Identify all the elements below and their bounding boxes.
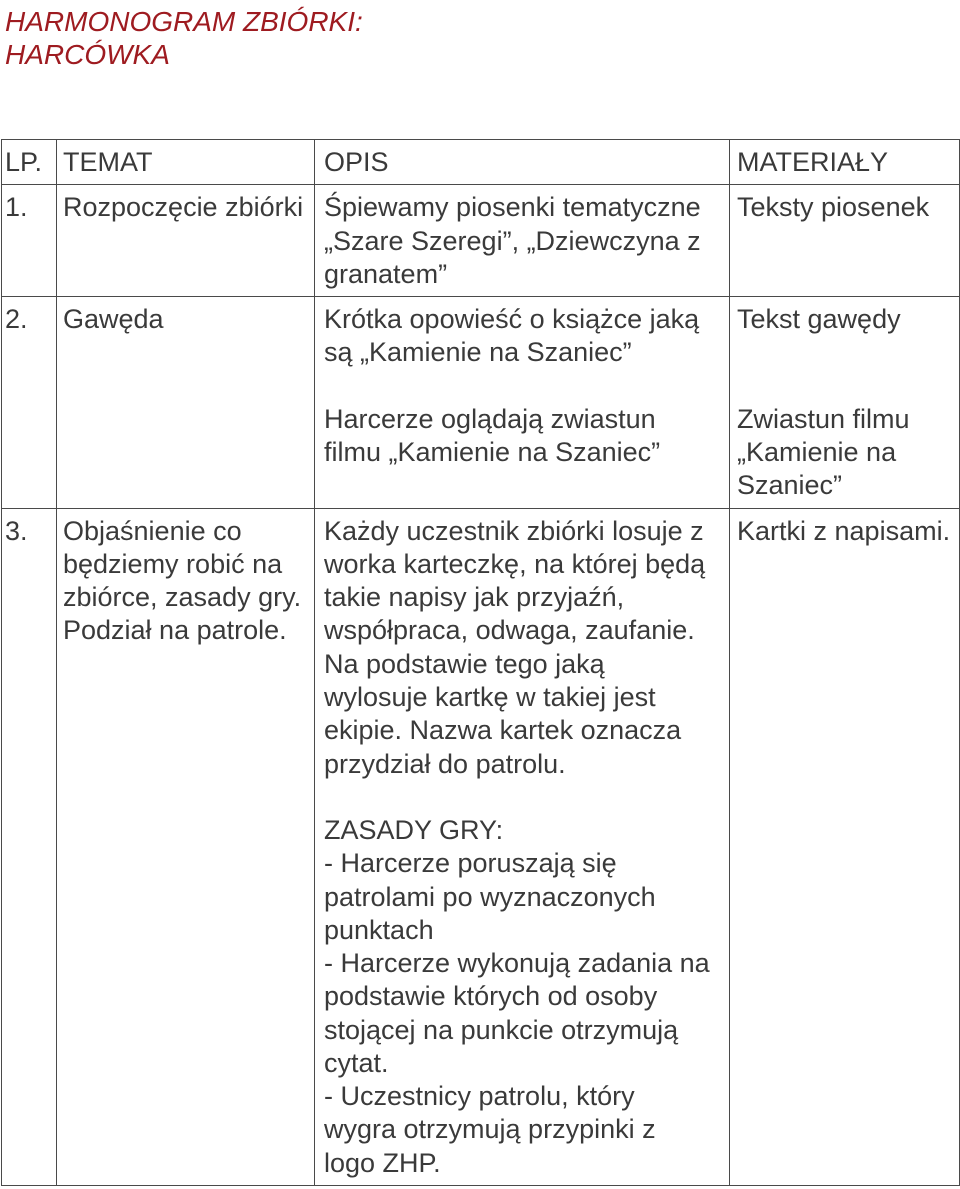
materialy-item: Kartki z napisami. — [737, 515, 951, 546]
game-rules-paragraph: ZASADY GRY: - Harcerze poruszają się patrolami po wyznaczonych punktach - Harcerze wykonują zadania na podstawie których od osoby stojącej na punkcie otrzymują cytat. - Uczestnicy patrolu, który wygra otrzymują przypinki z logo ZHP. — [324, 815, 710, 1178]
materialy-item: Tekst gawędy — [737, 304, 901, 335]
opis-paragraph: Śpiewamy piosenki tematyczne „Szare Szeregi”, „Dziewczyna z granatem” — [324, 192, 701, 289]
table-header-row — [2, 140, 960, 185]
opis-paragraph: Krótka opowieść o książce jaką są „Kamienie na Szaniec” — [324, 304, 700, 368]
column-header-opis: OPIS — [315, 140, 730, 185]
cell-opis — [315, 185, 730, 297]
column-header-lp: LP. — [2, 140, 57, 185]
cell-temat: Objaśnienie co będziemy robić na zbiórce, zasady gry. Podział na patrole. — [57, 508, 315, 1185]
materialy-item: Zwiastun filmu „Kamienie na Szaniec” — [737, 403, 910, 501]
cell-lp: 1. — [2, 185, 57, 297]
opis-paragraph: Każdy uczestnik zbiórki losuje z worka karteczkę, na której będą takie napisy jak przyjaźń, współpraca, odwaga, zaufanie. Na podstawie tego jaką wylosuje kartkę w takiej jest ekipie. Nazwa kartek oznacza przydział do patrolu. — [324, 515, 706, 779]
cell-materialy — [730, 508, 960, 1185]
cell-temat: Gawęda — [57, 297, 315, 509]
opis-paragraph: Harcerze oglądają zwiastun filmu „Kamienie na Szaniec” — [324, 403, 661, 468]
materialy-item: Teksty piosenek — [737, 192, 930, 223]
column-header-materialy: MATERIAŁY — [730, 140, 960, 185]
cell-opis — [315, 508, 730, 1185]
cell-materialy — [730, 297, 960, 509]
document-title: HARMONOGRAM ZBIÓRKI: HARCÓWKA — [5, 6, 363, 70]
cell-lp: 2. — [2, 297, 57, 509]
cell-lp: 3. — [2, 508, 57, 1185]
table-row — [2, 508, 960, 1185]
schedule-table — [1, 139, 960, 1186]
cell-materialy — [730, 185, 960, 297]
table-row — [2, 297, 960, 509]
table-row — [2, 185, 960, 297]
column-header-temat: TEMAT — [57, 140, 315, 185]
cell-opis — [315, 297, 730, 509]
cell-temat: Rozpoczęcie zbiórki — [57, 185, 315, 297]
